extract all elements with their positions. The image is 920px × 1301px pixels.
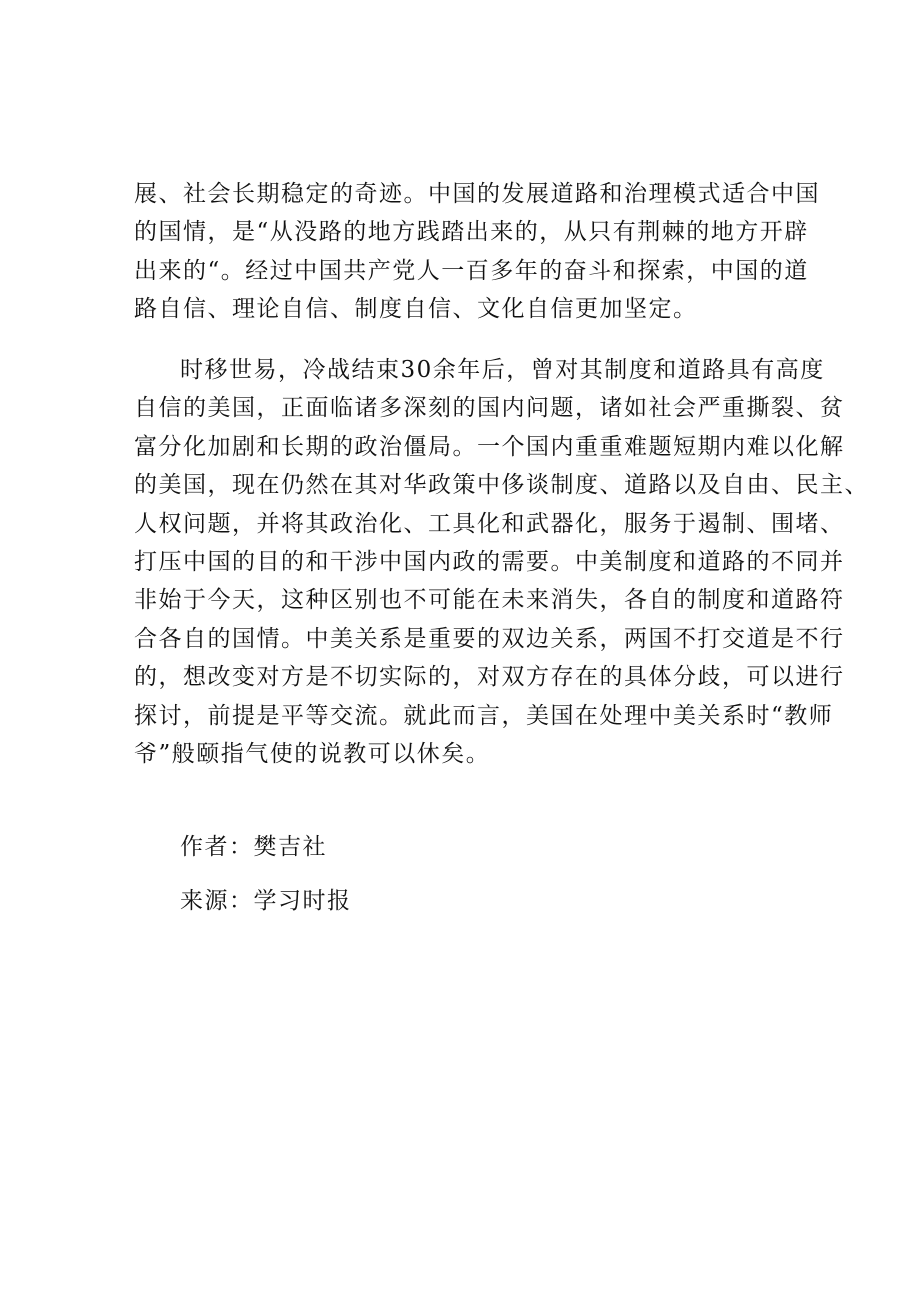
paragraph-2-line: 打压中国的目的和干涉中国内政的需要。中美制度和道路的不同并 bbox=[134, 549, 845, 576]
paragraph-2-line: 合各自的国情。中美关系是重要的双边关系，两国不打交道是不行 bbox=[134, 625, 845, 652]
paragraph-2-line: 的美国，现在仍然在其对华政策中侈谈制度、道路以及自由、民主、 bbox=[134, 472, 869, 499]
paragraph-2-line: 探讨，前提是平等交流。就此而言，美国在处理中美关系时“教师 bbox=[134, 702, 834, 729]
paragraph-2-line: 非始于今天，这种区别也不可能在未来消失，各自的制度和道路符 bbox=[134, 587, 845, 614]
source-line: 来源：学习时报 bbox=[180, 888, 352, 914]
paragraph-1 bbox=[134, 175, 820, 329]
paragraph-2-line: 爷”般颐指气使的说教可以休矣。 bbox=[134, 741, 491, 768]
paragraph-2-line: 人权问题，并将其政治化、工具化和武器化，服务于遏制、围堵、 bbox=[134, 510, 845, 537]
paragraph-2-line: 富分化加剧和长期的政治僵局。一个国内重重难题短期内难以化解 bbox=[134, 433, 845, 460]
paragraph-1-line: 出来的“。经过中国共产党人一百多年的奋斗和探索，中国的道 bbox=[134, 257, 809, 284]
paragraph-2-line: 时移世易，冷战结束30余年后，曾对其制度和道路具有高度 bbox=[180, 357, 825, 383]
paragraph-1-line: 展、社会长期稳定的奇迹。中国的发展道路和治理模式适合中国 bbox=[134, 181, 820, 207]
paragraph-1-line: 路自信、理论自信、制度自信、文化自信更加坚定。 bbox=[134, 296, 698, 323]
paragraph-1-line: 的国情，是“从没路的地方践踏出来的，从只有荆棘的地方开辟 bbox=[134, 219, 809, 246]
paragraph-2 bbox=[134, 351, 869, 773]
paragraph-2-line: 的，想改变对方是不切实际的，对双方存在的具体分歧，可以进行 bbox=[134, 664, 845, 691]
paragraph-2-line: 自信的美国，正面临诸多深刻的国内问题，诸如社会严重撕裂、贫 bbox=[134, 395, 845, 422]
author-line: 作者：樊吉社 bbox=[180, 834, 327, 860]
